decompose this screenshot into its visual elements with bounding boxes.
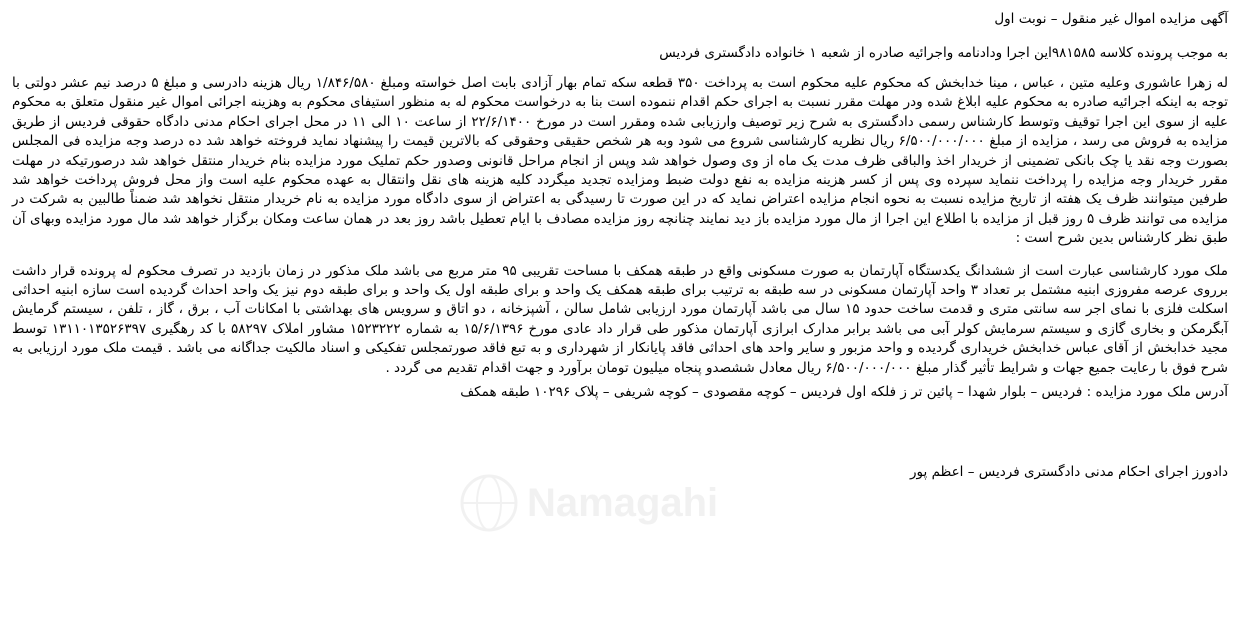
notice-subtitle: به موجب پرونده کلاسه ۹۸۱۵۸۵این اجرا ودادنامه واجرائیه صادره از شعبه ۱ خانواده دادگستری فردیس xyxy=(659,45,1228,61)
watermark-text: Namagahi xyxy=(527,481,719,525)
signature-line: دادورز اجرای احکام مدنی دادگستری فردیس – اعظم پور xyxy=(910,464,1228,481)
notice-paragraph-1: له زهرا عاشوری وعلیه متین ، عباس ، مینا خدابخش که محکوم علیه محکوم است به پرداخت ۳۵۰ قطعه سکه تمام بهار آزادی بابت اصل خواسته ومبلغ ۱/۸۴۶/۵۸۰ ریال هزینه دادرسی و مبلغ ۵ درصد نیم عشر دولتی با توجه به اینکه اجرائیه صادره به محکوم علیه ابلاغ شده ودر مهلت مقرر نسبت به اجرای حکم اقدام ننموده است بنا به درخواست محکوم له به منظور استیفای محکوم به وهزینه اجرائی اموال غیر منقول متعلق به محکوم علیه از سوی این اجرا توقیف وتوسط کارشناس رسمی دادگستری به شرح زیر توصیف وارزیابی شده ومقرر است در مورخ ۲۲/۶/۱۴۰۰ از ساعت ۱۰ الی ۱۱ در محل اجرای احکام مدنی دادگاه حقوقی فردیس از طریق مزایده به فروش می رسد ، مزایده از مبلغ ۶/۵۰۰/۰۰۰/۰۰۰ ریال نظریه کارشناسی شروع می شود وبه هر شخص حقیقی وحقوقی که بالاترین قیمت را پیشنهاد نماید فروخته خواهد شد ده درصد وجه مزایده فی المجلس بصورت وجه نقد یا چک بانکی تضمینی از خریدار اخذ والباقی ظرف مدت یک ماه از وی وصول خواهد شد وپس از انجام مراحل قانونی وصدور حکم تملیک مورد مزایده بنام خریدار منتقل خواهد شد درصورتیکه در مهلت مقرر خریدار وجه مزایده را پرداخت ننماید سپرده وی پس از کسر هزینه مزایده به نفع دولت ضبط ومزایده تجدید میگردد کلیه هزینه های نقل وانتقال به عهده محکوم علیه است واز محل فروش پرداخت خواهد شد طرفین میتوانند ظرف یک هفته از تاریخ مزایده نسبت به نحوه انجام مزایده اعتراض نماید که در این صورت تا رسیدگی به اعتراض از سوی دادگاه مورد مزایده به نام خریدار منتقل نخواهد شد ضمناً طالبین به شرکت در مزایده می توانند ظرف ۵ روز قبل از مزایده با اطلاع این اجرا از مال مورد مزایده باز دید نمایند چنانچه روز مزایده مصادف با ایام تعطیل باشد روز بعد در همان ساعت ومکان برگزار خواهد شد مال مورد مزایده وبهای آن طبق نظر کارشناس بدین شرح است : xyxy=(12,75,1229,247)
notice-paragraph-2: ملک مورد کارشناسی عبارت است از ششدانگ یکدستگاه آپارتمان به صورت مسکونی واقع در طبقه همکف با مساحت تقریبی ۹۵ متر مربع می باشد ملک مذکور در زمان بازدید در تصرف محکوم له پرونده قرار داشت برروی عرصه مفروزی ابنیه مشتمل بر تعداد ۳ واحد آپارتمان مسکونی در سه طبقه به ترتیب برای طبقه همکف یک واحد و برای طبقه اول یک واحد و برای طبقه دوم نیز یک واحد احداث گردیده است سازه ابنیه احداثی اسکلت فلزی با نمای اجر سه سانتی متری و قدمت ساخت حدود ۱۵ سال می باشد آپارتمان مورد ارزیابی شامل سالن ، آشپزخانه ، دو اتاق و سرویس های بهداشتی با امکانات آب ، برق ، گاز ، تلفن ، سیستم گرمایش آبگرمکن و بخاری گازی و سیستم سرمایش کولر آبی می باشد برابر مدارک ابرازی آپارتمان مذکور طی قرار داد عادی مورخ ۱۵/۶/۱۳۹۶ به شماره ۱۵۲۳۲۲۲ مشاور املاک ۵۸۲۹۷ با کد رهگیری ۱۳۱۱۰۱۳۵۲۶۳۹۷ توسط مجید خدابخش از آقای عباس خدابخش خریداری گردیده و واحد مزبور و سایر واحد های احداثی فاقد پایانکار از شهرداری و به تبع فاقد صورتمجلس تفکیکی و اسناد مالکیت جداگانه می باشد . قیمت ملک مورد ارزیابی به شرح فوق با رعایت جمیع جهات و شرایط تأثیر گذار مبلغ ۶/۵۰۰/۰۰۰/۰۰۰ ریال معادل ششصدو پنجاه میلیون تومان برآورد و جهت اقدام تقدیم می گردد . xyxy=(12,262,1229,376)
notice-title: آگهی مزایده اموال غیر منقول – نوبت اول xyxy=(994,11,1228,27)
property-address: آدرس ملک مورد مزایده : فردیس – بلوار شهدا – پائین تر ز فلکه اول فردیس – کوچه مقصودی – کوچه شریفی – پلاک ۱۰۲۹۶ طبقه همکف xyxy=(460,384,1228,401)
